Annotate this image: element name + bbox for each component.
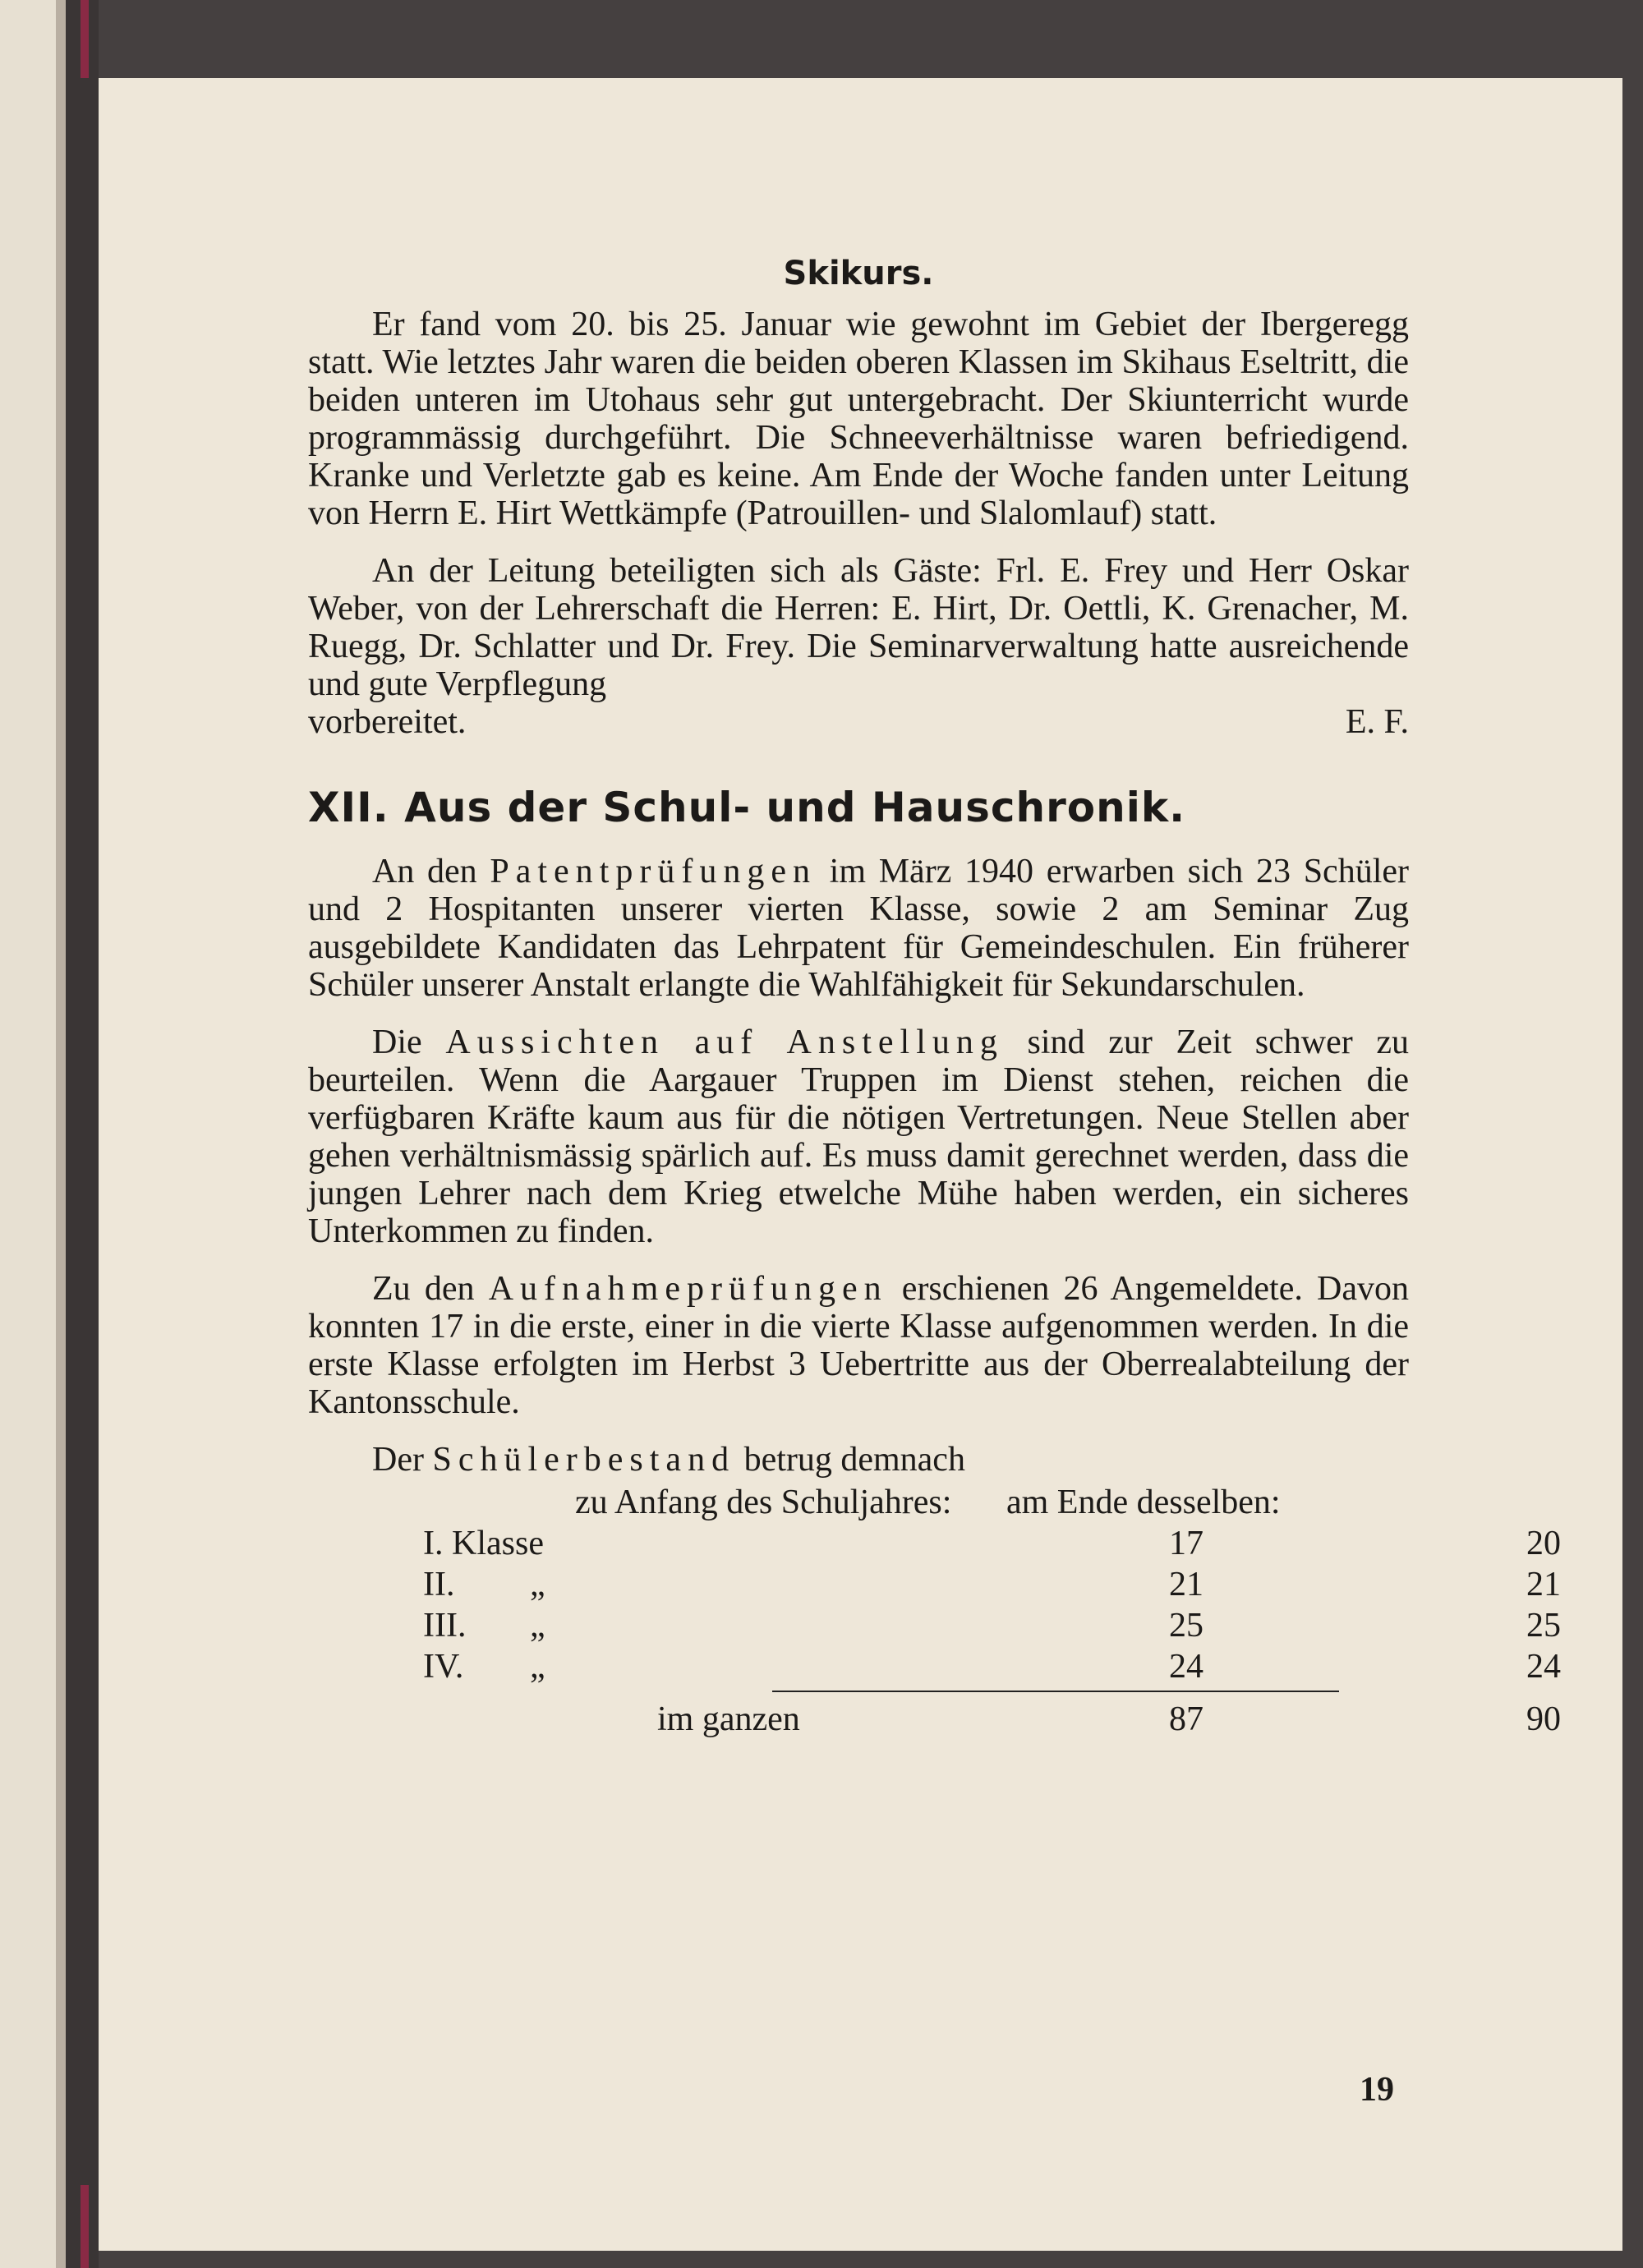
total-start: 87 (1169, 1700, 1203, 1738)
table-row (308, 1564, 1561, 1605)
count-start: 17 (1169, 1525, 1203, 1562)
page-content (308, 255, 1561, 1740)
spaced-term-aufnahmepruefungen: Aufnahmeprüfungen (488, 1270, 888, 1308)
header-start-of-year: zu Anfang des Schuljahres: (575, 1484, 952, 1521)
enrollment-table-header (308, 1482, 1409, 1523)
chronik-paragraph-anstellung: Die Aussichten auf Anstellung sind zur Zeit schwer zu beurteilen. Wenn die Aargauer Truppen im Dienst stehen, reichen die verfügbaren Kräfte kaum aus für die nötigen Vertretungen. Neue Stellen aber gehen verhältnismässig spärlich auf. Es muss damit gerechnet werden, dass die jungen Lehrer nach dem Krieg etwelche Mühe haben werden, ein sicheres Unterkommen zu finden. (308, 1024, 1410, 1250)
total-end: 90 (1526, 1700, 1561, 1738)
ditto-mark: „ (530, 1607, 545, 1645)
skikurs-paragraph-2-end: vorbereitet. (308, 703, 467, 741)
book-page (99, 78, 1622, 2251)
class-label: III. (423, 1607, 467, 1645)
count-end: 21 (1526, 1566, 1561, 1603)
book-gutter (66, 0, 99, 2268)
class-label: II. (423, 1566, 455, 1603)
count-end: 20 (1526, 1525, 1561, 1562)
header-end-of-year: am Ende desselben: (1006, 1484, 1281, 1521)
skikurs-heading: Skikurs. (783, 255, 934, 292)
class-label: IV. (423, 1648, 464, 1686)
chronik-paragraph-patent: An den Patentprüfungen im März 1940 erwarben sich 23 Schüler und 2 Hospitanten unserer vierten Klasse, sowie 2 am Seminar Zug ausgebildete Kandidaten das Lehrpatent für Gemeindeschulen. Ein früherer Schüler unserer Anstalt erlangte die Wahlfähigkeit für Sekundarschulen. (308, 853, 1409, 1004)
skikurs-paragraph-1: Er fand vom 20. bis 25. Januar wie gewohnt im Gebiet der Ibergeregg statt. Wie letztes Jahr waren die beiden oberen Klassen im Skihaus Eseltritt, die beiden unteren im Utohaus sehr gut untergebracht. Der Skiunterricht wurde programmässig durchgeführt. Die Schneeverhältnisse waren befriedigend. Kranke und Verletzte gab es keine. Am Ende der Woche fanden unter Leitung von Herrn E. Hirt Wettkämpfe (Patrouillen- und Slalomlauf) statt. (308, 306, 1409, 532)
count-start: 21 (1169, 1566, 1203, 1603)
count-start: 24 (1169, 1648, 1203, 1686)
previous-page-edge-shadow (56, 0, 66, 2268)
count-end: 24 (1526, 1648, 1561, 1686)
spaced-term-patentpruefungen: Patentprüfungen (490, 853, 817, 890)
ditto-mark: „ (530, 1648, 545, 1686)
chapter-heading: XII. Aus der Schul- und Hauschronik. (308, 784, 1186, 831)
chronik-paragraph-schuelerbestand: Der Schülerbestand betrug demnach (372, 1441, 965, 1479)
ditto-mark: „ (530, 1566, 545, 1603)
enrollment-table (308, 1523, 1561, 1740)
spaced-term-aussichten: Aussichten auf Anstellung (445, 1024, 1004, 1061)
chronik-paragraph-aufnahme: Zu den Aufnahmeprüfungen erschienen 26 Angemeldete. Davon konnten 17 in die erste, einer in die vierte Klasse aufgenommen werden. In die erste Klasse erfolgten im Herbst 3 Uebertritte aus der Oberrealabteilung der Kantonsschule. (308, 1270, 1410, 1421)
total-label: im ganzen (657, 1700, 800, 1738)
table-row (308, 1605, 1561, 1646)
sum-rule (772, 1691, 1339, 1692)
table-row (308, 1646, 1561, 1687)
table-row (308, 1523, 1561, 1564)
spaced-term-schuelerbestand: Schülerbestand (432, 1441, 736, 1479)
skikurs-signature-line (308, 703, 1409, 741)
page-number: 19 (1360, 2071, 1394, 2109)
class-label: I. Klasse (423, 1525, 544, 1562)
count-end: 25 (1526, 1607, 1561, 1645)
binding-thread-top (81, 0, 89, 78)
skikurs-signature: E. F. (1345, 703, 1409, 741)
table-total-row (308, 1699, 1561, 1740)
count-start: 25 (1169, 1607, 1203, 1645)
skikurs-paragraph-2: An der Leitung beteiligten sich als Gäste: Frl. E. Frey und Herr Oskar Weber, von der Lehrerschaft die Herren: E. Hirt, Dr. Oettli, K. Grenacher, M. Ruegg, Dr. Schlatter und Dr. Frey. Die Seminarverwaltung hatte ausreichende und gute Verpflegung (308, 552, 1409, 703)
sum-rule-wrapper (308, 1687, 1409, 1699)
binding-thread-bottom (81, 2185, 89, 2268)
